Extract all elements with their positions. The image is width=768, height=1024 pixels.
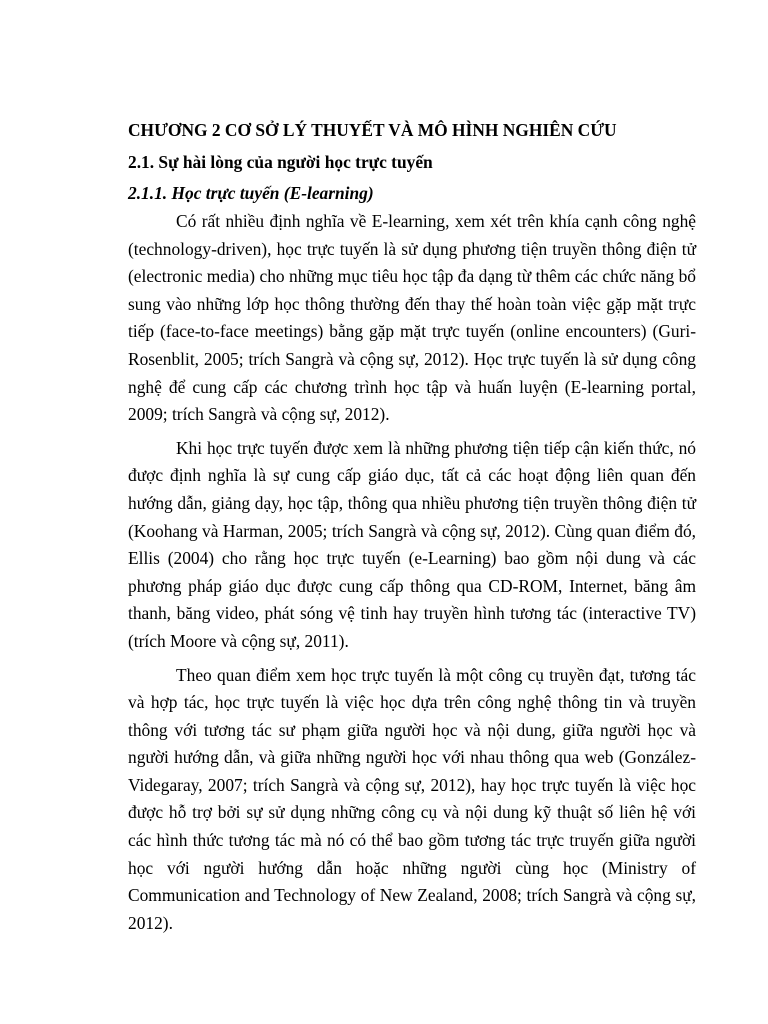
paragraph-2: Khi học trực tuyến được xem là những phương tiện tiếp cận kiến thức, nó được định nghĩa là sự cung cấp giáo dục, tất cả các hoạt động liên quan đến hướng dẫn, giảng dạy, học tập, thông qua nhiều phương tiện truyền thông điện tử (Koohang và Harman, 2005; trích Sangrà và cộng sự, 2012). Cùng quan điểm đó, Ellis (2004) cho rằng học trực tuyến (e-Learning) bao gồm nội dung và các phương pháp giáo dục được cung cấp thông qua CD-ROM, Internet, băng âm thanh, băng video, phát sóng vệ tinh hay truyền hình tương tác (interactive TV) (trích Moore và cộng sự, 2011). [128,437,696,651]
paragraph-3: Theo quan điểm xem học trực tuyến là một công cụ truyền đạt, tương tác và hợp tác, học trực tuyến là việc học dựa trên công nghệ thông tin và truyền thông với tương tác sư phạm giữa người học và nội dung, giữa người học và người hướng dẫn, và giữa những người học với nhau thông qua web (González-Videgaray, 2007; trích Sangrà và cộng sự, 2012), hay học trực tuyến là việc học được hỗ trợ bởi sự sử dụng những công cụ và nội dung kỹ thuật số liên hệ với các hình thức tương tác mà nó có thể bao gồm tương tác trực truyến giữa người học với người hướng dẫn hoặc những người cùng học (Ministry of Communication and Technology of New Zealand, 2008; trích Sangrà và cộng sự, 2012). [128,664,696,933]
subsection-title: 2.1.1. Học trực tuyến (E-learning) [128,183,374,203]
paragraph-1: Có rất nhiều định nghĩa về E-learning, xem xét trên khía cạnh công nghệ (technology-driven), học trực tuyến là sử dụng phương tiện truyền thông điện tử (electronic media) cho những mục tiêu học tập đa dạng từ thêm các chức năng bổ sung vào những lớp học thông thường đến thay thế hoàn toàn việc gặp mặt trực tiếp (face-to-face meetings) bằng gặp mặt trực tuyến (online encounters) (Guri-Rosenblit, 2005; trích Sangrà và cộng sự, 2012). Học trực tuyến là sử dụng công nghệ để cung cấp các chương trình học tập và huấn luyện (E-learning portal, 2009; trích Sangrà và cộng sự, 2012). [128,211,696,425]
body-text [128,208,696,937]
chapter-title: CHƯƠNG 2 CƠ SỞ LÝ THUYẾT VÀ MÔ HÌNH NGHIÊN CỨU [128,120,617,140]
section-title: 2.1. Sự hài lòng của người học trực tuyến [128,152,433,172]
